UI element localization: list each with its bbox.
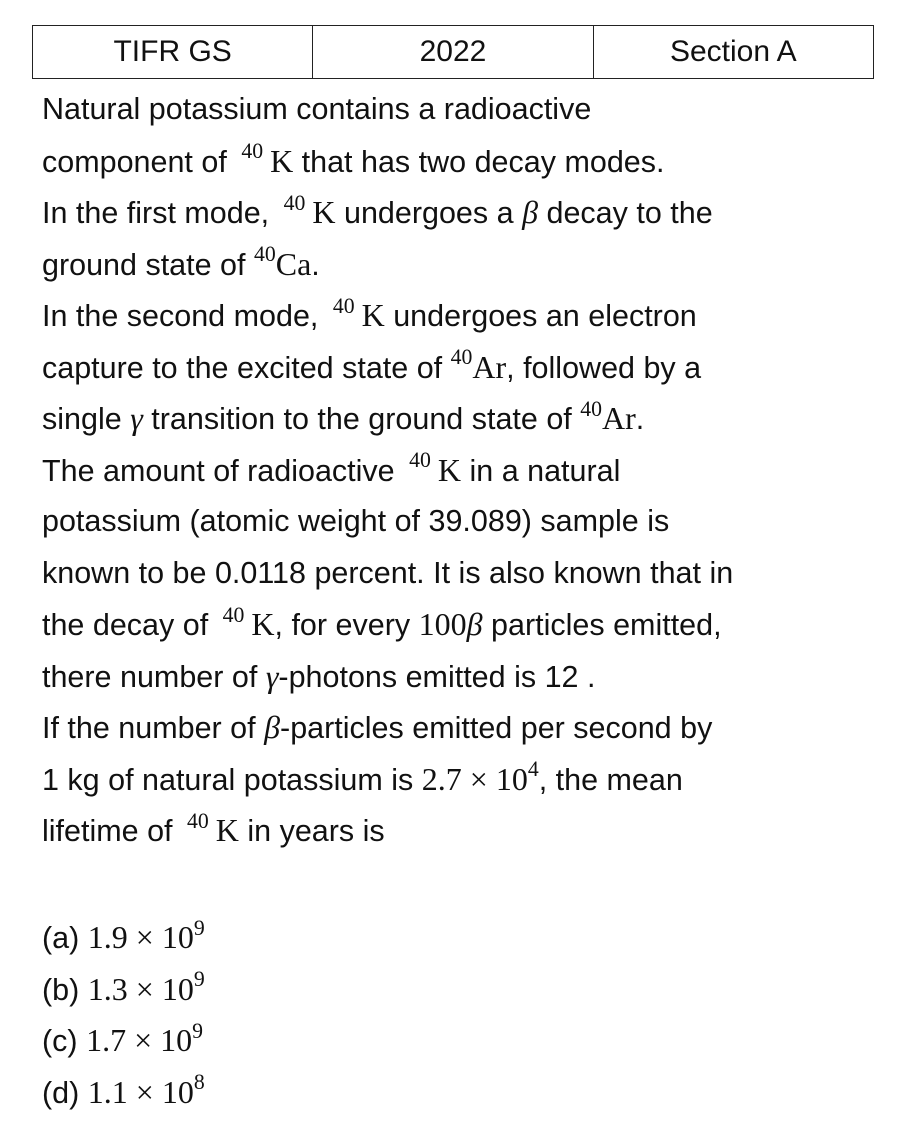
question-line-7: single γ transition to the ground state of $^{40}$Ar. (42, 396, 645, 436)
exam-name-cell: TIFR GS (33, 26, 313, 79)
isotope-k40: $^{40}$ K (283, 190, 336, 230)
option-d[interactable] (42, 1067, 542, 1119)
question-line-10: known to be 0.0118 percent. It is also known that in (42, 555, 734, 590)
question-line-11: the decay of $^{40}$ K, for every 100β particles emitted, (42, 602, 722, 642)
option-label: (b) (42, 972, 80, 1007)
option-label: (d) (42, 1075, 80, 1110)
question-line-15: lifetime of $^{40}$ K in years is (42, 808, 385, 848)
isotope-k40: $^{40}$ K (187, 808, 239, 848)
option-b[interactable] (42, 964, 542, 1016)
question-line-4: ground state of $^{40}$Ca. (42, 242, 320, 282)
isotope-k40: $^{40}$ K (332, 293, 385, 333)
exam-year-cell: 2022 (313, 26, 593, 79)
isotope-ar40: $^{40}$Ar (580, 396, 636, 436)
question-line-14: 1 kg of natural potassium is $2.7 \times 10^4$, the mean (42, 757, 683, 797)
beta-symbol: β (522, 194, 539, 230)
isotope-ca40: $^{40}$Ca (253, 242, 312, 282)
question-line-6: capture to the excited state of $^{40}$Ar, followed by a (42, 345, 702, 385)
question-text (42, 84, 877, 857)
option-a[interactable] (42, 912, 542, 964)
beta-symbol: β (264, 709, 281, 745)
section-cell: Section A (593, 26, 873, 79)
option-label: (a) (42, 921, 80, 955)
header-table (32, 25, 874, 79)
option-label: (c) (42, 1024, 78, 1058)
isotope-k40: $^{40}$ K (409, 448, 461, 488)
isotope-ar40: $^{40}$Ar (450, 345, 507, 385)
question-line-8: The amount of radioactive $^{40}$ K in a natural (42, 448, 621, 488)
question-line-1: Natural potassium contains a radioactive (42, 92, 592, 126)
header-row (33, 26, 874, 79)
option-c[interactable] (42, 1015, 542, 1067)
emission-rate: $2.7 \times 10^4$ (421, 757, 539, 797)
question-line-3: In the first mode, $^{40}$ K undergoes a β decay to the (42, 190, 713, 230)
isotope-k40: $^{40}$ K (241, 139, 294, 179)
option-value: $1.1 \times 10^8$ (87, 1070, 205, 1110)
question-line-12: there number of γ-photons emitted is 12 . (42, 657, 596, 694)
option-value: $1.7 \times 10^9$ (86, 1018, 203, 1058)
isotope-k40: $^{40}$ K (222, 602, 275, 642)
option-value: $1.9 \times 10^9$ (87, 915, 205, 955)
question-line-13: If the number of β-particles emitted per second by (42, 709, 713, 745)
option-value: $1.3 \times 10^9$ (87, 967, 205, 1007)
gamma-symbol: γ (130, 400, 143, 436)
hundred-number: 100 (418, 606, 467, 642)
question-line-5: In the second mode, $^{40}$ K undergoes an electron (42, 293, 697, 333)
beta-symbol: β (466, 606, 483, 642)
question-line-2: component of $^{40}$ K that has two decay modes. (42, 139, 665, 179)
question-line-9: potassium (atomic weight of 39.089) sample is (42, 504, 670, 538)
answer-options (42, 912, 542, 1118)
gamma-symbol: γ (265, 657, 279, 694)
